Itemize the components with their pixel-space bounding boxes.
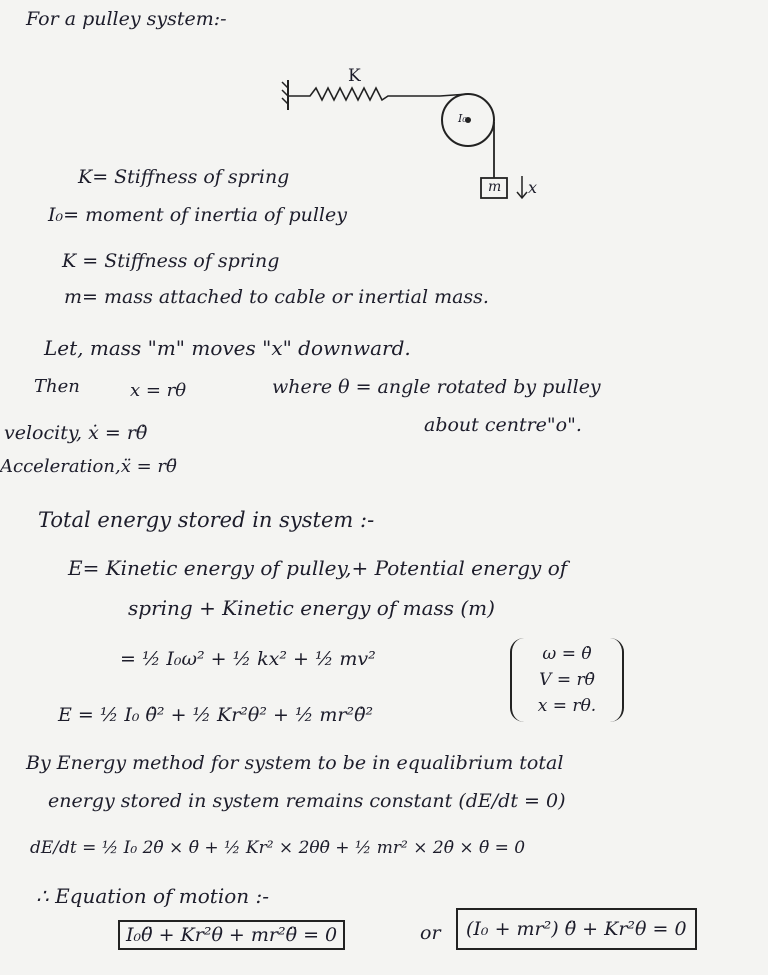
velocity-equation: velocity, ẋ = rθ̇ (4, 422, 148, 444)
definition-k: K= Stiffness of spring (78, 166, 290, 188)
pulley-label: I₀ (458, 112, 467, 125)
energy-line-3: = ½ I₀ω² + ½ kx² + ½ mv² (120, 648, 376, 670)
let-statement: Let, mass "m" moves "x" downward. (44, 336, 411, 360)
equation-of-motion-heading: ∴ Equation of motion :- (36, 884, 270, 908)
or-label: or (420, 922, 441, 944)
substitution-omega: ω = θ̇ (542, 644, 592, 664)
pulley-diagram (270, 60, 538, 210)
equation-of-motion-1: I₀θ̈ + Kr²θ + mr²θ̈ = 0 (118, 920, 345, 950)
spring (288, 88, 440, 100)
energy-line-2: spring + Kinetic energy of mass (m) (128, 596, 495, 620)
definition-i0: I₀= moment of inertia of pulley (48, 204, 347, 226)
then-equation: x = rθ (130, 380, 187, 401)
definition-k-repeat: K = Stiffness of spring (62, 250, 280, 272)
energy-line-1: E= Kinetic energy of pulley,+ Potential energy of (68, 556, 568, 580)
notes-title: For a pulley system:- (26, 8, 227, 30)
derivative-equation: dE/dt = ½ I₀ 2θ̇ × θ̈ + ½ Kr² × 2θθ̇ + ½ mr² × 2θ̇ × θ̈ = 0 (30, 838, 526, 858)
where-statement: where θ = angle rotated by pulley (272, 376, 601, 398)
spring-label: K (348, 66, 361, 86)
equation-of-motion-2: (I₀ + mr²) θ̈ + Kr²θ = 0 (456, 908, 697, 950)
displacement-label: x (528, 178, 538, 197)
substitution-velocity: V = rθ̇ (539, 670, 595, 690)
definition-m: m= mass attached to cable or inertial mass. (64, 286, 489, 308)
then-label: Then (34, 376, 80, 397)
energy-line-4: E = ½ I₀ θ̇² + ½ Kr²θ² + ½ mr²θ̇² (58, 704, 374, 726)
where-statement-cont: about centre"o". (424, 414, 582, 436)
method-line-2: energy stored in system remains constant (dE/dt = 0) (48, 790, 566, 812)
substitution-bracket (510, 638, 624, 722)
energy-heading: Total energy stored in system :- (38, 508, 375, 532)
acceleration-equation: Acceleration,ẍ = rθ̈ (0, 456, 177, 477)
method-line-1: By Energy method for system to be in equalibrium total (26, 752, 564, 774)
mass-label: m (488, 179, 502, 195)
substitution-displacement: x = rθ. (537, 696, 597, 716)
